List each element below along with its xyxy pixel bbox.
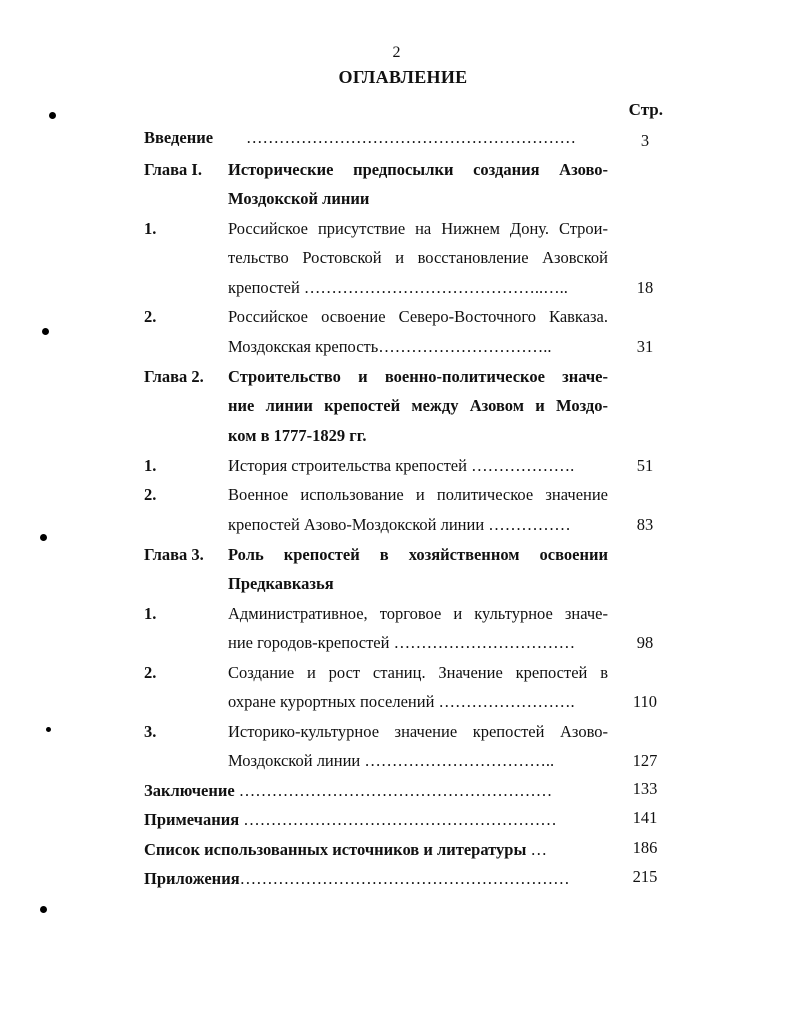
toc-ch1-s1-page: 18 [636,278,654,297]
toc-notes-label: Примечания [144,810,240,829]
toc-intro-label: Введение [144,128,214,147]
toc-appendix-leader: …………………………………………………… [239,869,570,888]
toc-sources-page: 186 [632,838,658,857]
toc-ch2-title-end: ком в 1777-1829 гг. [228,426,367,445]
toc-notes [144,810,557,830]
toc-conclusion-leader: ………………………………………………… [234,781,553,800]
toc-ch3-s3-num: 3. [144,722,157,741]
toc-ch1-title-cont: Моздокской линии [228,189,370,208]
toc-ch3-s2-page: 110 [632,692,658,711]
toc-ch2-s2-page: 83 [636,515,654,534]
toc-conclusion [144,781,552,801]
toc-sources-leader: … [526,840,547,859]
toc-ch2-s2-title: Военное использование и политическое значение [228,485,608,504]
scan-dot [40,906,47,913]
toc-ch1-s1-title: Российское присутствие на Нижнем Дону. Строи- [228,219,608,238]
toc-ch2-s1-title: История строительства крепостей ………………. [228,456,575,475]
toc-conclusion-label: Заключение [144,781,235,800]
toc-ch2-s1-num: 1. [144,456,157,475]
toc-ch3-s1-title: Административное, торговое и культурное значе- [228,604,608,623]
toc-ch1-s2-num: 2. [144,307,157,326]
toc-ch2-s1-page: 51 [636,456,654,475]
toc-ch3-s1-title-end: ние городов-крепостей …………………………… [228,633,576,652]
toc-appendix-label: Приложения [144,869,240,888]
scan-dot [46,727,51,732]
scan-dot [40,534,47,541]
toc-ch1-s1-num: 1. [144,219,157,238]
toc-conclusion-page: 133 [632,779,658,798]
toc-ch3-s3-page: 127 [632,751,658,770]
toc-ch3-s2-title-end: охране курортных поселений ……………………. [228,692,575,711]
toc-intro-page: 3 [640,131,650,150]
toc-ch2-title-cont: ние линии крепостей между Азовом и Моздо- [228,396,608,415]
toc-notes-leader: ………………………………………………… [239,810,557,829]
toc-ch2-s2-num: 2. [144,485,157,504]
toc-appendix-page: 215 [632,867,658,886]
toc-ch3-label: Глава 3. [144,545,204,564]
toc-ch3-s1-page: 98 [636,633,654,652]
toc-ch3-title: Роль крепостей в хозяйственном освоении [228,545,608,564]
toc-ch1-s2-title-end: Моздокская крепость………………………….. [228,337,552,356]
toc-sources [144,840,547,860]
toc-ch2-label: Глава 2. [144,367,204,386]
page-column-header: Стр. [628,100,663,119]
toc-ch1-s2-page: 31 [636,337,654,356]
scan-dot [49,112,56,119]
toc-ch3-s1-num: 1. [144,604,157,623]
page-number: 2 [392,44,401,61]
toc-ch2-s2-title-end: крепостей Азово-Моздокской линии …………… [228,515,571,534]
toc-ch3-s3-title: Историко-культурное значение крепостей Азово- [228,722,608,741]
page-title: ОГЛАВЛЕНИЕ [338,67,468,87]
scan-dot [42,328,49,335]
toc-sources-label: Список использованных источников и литературы [144,840,527,859]
toc-ch1-s1-title-end: крепостей ……………………………………..….. [228,278,568,297]
toc-appendix [144,869,570,889]
toc-ch3-title-cont: Предкавказья [228,574,334,593]
toc-ch1-s1-title-cont: тельство Ростовской и восстановление Азовской [228,248,608,267]
toc-ch1-title: Исторические предпосылки создания Азово- [228,160,608,179]
toc-ch1-s2-title: Российское освоение Северо-Восточного Кавказа. [228,307,608,326]
toc-notes-page: 141 [632,808,658,827]
toc-ch3-s2-title: Создание и рост станиц. Значение крепостей в [228,663,608,682]
toc-ch2-title: Строительство и военно-политическое значе- [228,367,608,386]
toc-ch1-label: Глава I. [144,160,202,179]
toc-ch3-s2-num: 2. [144,663,157,682]
toc-ch3-s3-title-end: Моздокской линии …………………………….. [228,751,555,770]
toc-intro-leader: …………………………………………………… [246,128,576,147]
